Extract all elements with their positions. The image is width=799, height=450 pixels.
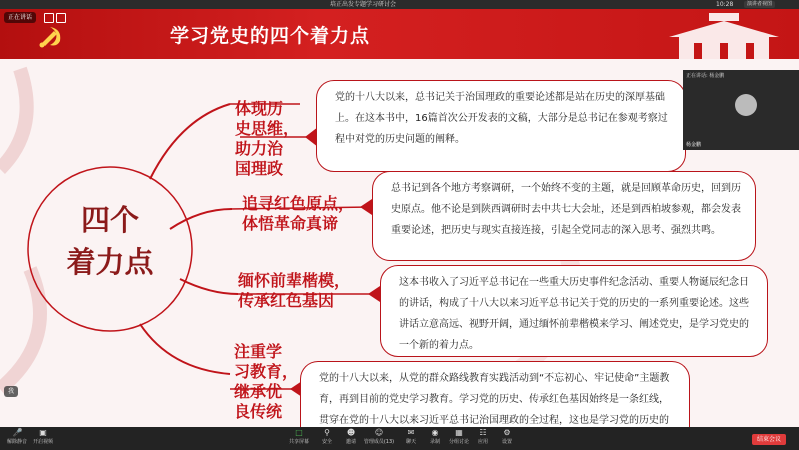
- toolbar-label: 共享屏幕: [288, 439, 309, 445]
- start-video-button[interactable]: [28, 429, 58, 449]
- branch-1-line: 助力治: [235, 139, 284, 158]
- branch-2-text: 总书记到各个地方考察调研，一个始终不变的主题，就是回顾革命历史，回到历史原点。他不论是到陕西调研时去中共七大会址，还是到西柏坡参观，都会发表重要论述，把历史与现实直接连接，引起全党同志的深入思考、强烈共鸣。: [391, 183, 741, 236]
- share-screen-icon: □: [295, 428, 303, 437]
- end-meeting-button[interactable]: 结束会议: [752, 434, 786, 445]
- branch-1-line: 国理政: [235, 159, 284, 178]
- branch-3-text: 这本书收入了习近平总书记在一些重大历史事件纪念活动、重要人物诞辰纪念日的讲话，构成了十八大以来习近平总书记关于党的历史的一系列重要论述。这些讲话立意高远、视野开阔，通过缅怀前辈楷模来学习、阐述党史，是学习党史的一个新的着力点。: [399, 277, 749, 351]
- party-emblem-icon: [36, 23, 64, 51]
- center-node: [55, 199, 165, 299]
- shield-icon: ⚲: [324, 428, 330, 437]
- participant-name: 杨金鹏: [686, 142, 702, 148]
- meeting-clock: 10:28: [716, 1, 734, 8]
- toolbar-label: 应用: [477, 439, 488, 445]
- settings-icon: ⚙: [503, 428, 511, 437]
- branch-text-box-2: [372, 171, 756, 261]
- toolbar-label: 开启视频: [32, 439, 53, 445]
- slide-title: 学习党史的四个着力点: [170, 25, 371, 47]
- apps-icon: ☷: [479, 428, 487, 437]
- toolbar-label: 分组讨论: [448, 439, 469, 445]
- branch-4-text: 党的十八大以来，从党的群众路线教育实践活动到“不忘初心、牢记使命”主题教育，再到目前的党史学习教育。学习党的历史、传承红色基因始终是一条红线，贯穿在党的十八大以来习近平总书记治国理政的全过程，这也是学习党的历史的: [319, 373, 670, 426]
- settings-button[interactable]: [492, 429, 522, 449]
- invite-icon: ☻: [346, 428, 356, 437]
- participant-avatar: [735, 94, 757, 116]
- branch-4-line: 继承优: [234, 382, 283, 401]
- manage-members-button[interactable]: [360, 429, 398, 449]
- meeting-title: 培正出发专题学习研讨会: [330, 1, 397, 8]
- members-icon: ☺: [374, 428, 384, 437]
- toolbar-label: 设置: [501, 439, 512, 445]
- branch-4-line: 注重学: [234, 342, 283, 361]
- chat-icon: ✉: [407, 428, 415, 437]
- participant-video-tile[interactable]: [683, 70, 799, 150]
- share-screen-button[interactable]: [284, 429, 314, 449]
- toolbar-label: 管理成员(13): [363, 439, 395, 445]
- center-line-2: 着力点: [66, 245, 154, 279]
- minimize-icon[interactable]: [44, 13, 54, 23]
- branch-1-text: 党的十八大以来，总书记关于治国理政的重要论述都是站在历史的深厚基础上。在这本书中，16篇首次公开发表的文稿，大部分是总书记在参观考察过程中对党的历史问题的阐释。: [335, 92, 668, 145]
- record-icon: ◉: [431, 428, 439, 437]
- title-banner: [0, 9, 799, 59]
- branch-text-box-3: [380, 265, 768, 357]
- branch-text-box-1: [316, 80, 686, 172]
- breakout-icon: ▦: [455, 428, 463, 437]
- branch-label-3: [238, 271, 350, 311]
- branch-1-line: 史思维，: [235, 119, 300, 138]
- branch-3-line: 缅怀前辈楷模，: [238, 271, 351, 290]
- palace-decoration: [649, 9, 799, 59]
- branch-label-1: [235, 99, 299, 179]
- camera-icon: ▣: [39, 428, 47, 437]
- expand-icon[interactable]: [56, 13, 66, 23]
- branch-label-2: [242, 194, 354, 234]
- branch-2-line: 追寻红色原点，: [242, 194, 355, 213]
- branch-2-line: 体悟革命真谛: [242, 214, 339, 233]
- center-line-1: 四个: [80, 203, 139, 237]
- meeting-toolbar: [0, 427, 799, 450]
- self-view-chip[interactable]: 我: [4, 386, 18, 397]
- branch-4-line: 良传统: [234, 402, 283, 421]
- toolbar-label: 解除静音: [6, 439, 27, 445]
- toolbar-label: 安全: [321, 439, 332, 445]
- window-title-bar: [0, 0, 799, 9]
- branch-4-line: 习教育，: [234, 362, 299, 381]
- toolbar-label: 聊天: [405, 439, 416, 445]
- speaker-chip: 正在讲话: [4, 12, 36, 23]
- branch-label-4: [234, 342, 298, 422]
- toolbar-label: 邀请: [345, 439, 356, 445]
- microphone-icon: 🎤: [12, 428, 23, 437]
- view-mode-button[interactable]: 演讲者视图: [744, 1, 775, 8]
- video-tile-header: 正在讲话: 杨金鹏: [686, 73, 725, 79]
- branch-3-line: 传承红色基因: [238, 291, 335, 310]
- shared-slide: [0, 9, 799, 427]
- branch-text-box-4: [300, 361, 690, 427]
- branch-1-line: 体现历: [235, 99, 284, 118]
- toolbar-label: 录制: [429, 439, 440, 445]
